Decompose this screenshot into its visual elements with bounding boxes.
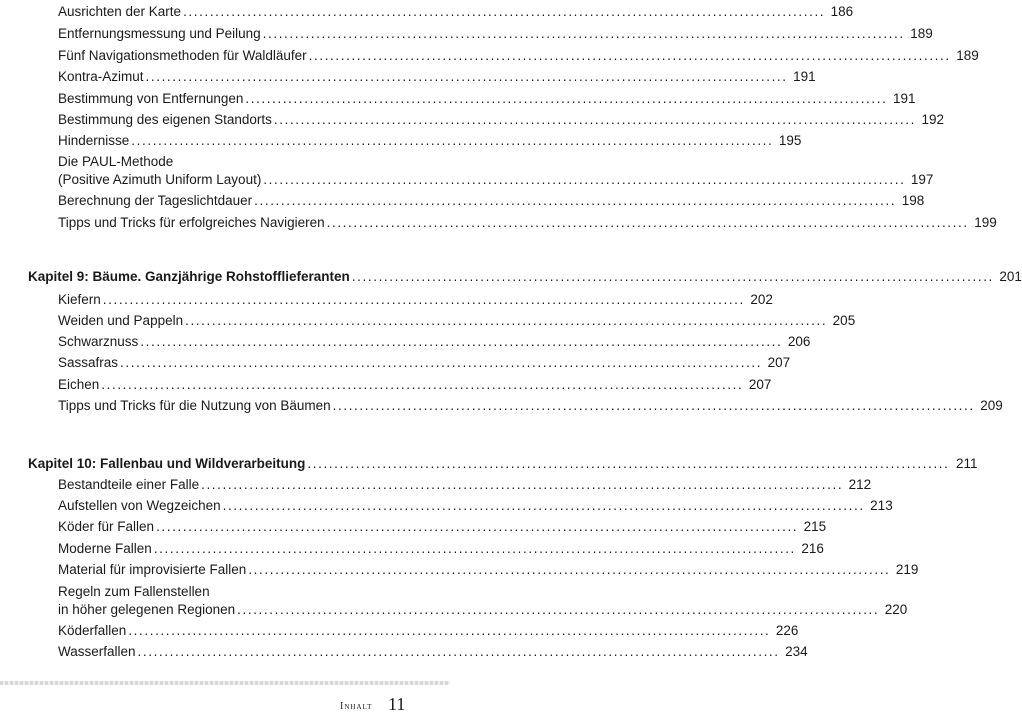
leader-dots: ........................................................................................................................: [145, 69, 788, 84]
toc-entry: [58, 69, 816, 85]
leader-dots: ........................................................................................................................: [262, 26, 905, 41]
leader-dots: ........................................................................................................................: [254, 193, 897, 208]
toc-entry-page: 220: [884, 602, 908, 617]
toc-entry: [58, 292, 773, 308]
footer-divider: [0, 681, 450, 685]
toc-entry-title-line1: Die PAUL-Methode: [58, 154, 174, 169]
toc-entry: [58, 498, 893, 514]
leader-dots: ........................................................................................................................: [153, 541, 796, 556]
leader-dots: ........................................................................................................................: [308, 48, 951, 63]
leader-dots: ........................................................................................................................: [307, 456, 950, 471]
toc-entry-title: Material für improvisierte Fallen: [58, 562, 247, 577]
toc-entry: [58, 398, 1003, 414]
toc-entry: [58, 541, 824, 557]
leader-dots: ........................................................................................................................: [263, 172, 906, 187]
toc-entry: [58, 215, 997, 231]
toc-entry-title: Kiefern: [58, 292, 101, 307]
leader-dots: ........................................................................................................................: [273, 112, 916, 127]
toc-entry-title: Eichen: [58, 377, 100, 392]
toc-entry-title: Kontra-Azimut: [58, 69, 144, 84]
toc-entry-page: 234: [785, 644, 808, 659]
toc-entry-page: 192: [921, 112, 944, 127]
toc-entry-page: 191: [793, 69, 816, 84]
toc-entry-page: 191: [892, 91, 916, 106]
toc-entry: [58, 91, 916, 107]
leader-dots: ........................................................................................................................: [137, 644, 780, 659]
toc-entry-page: 209: [980, 398, 1003, 413]
toc-entry-title: Moderne Fallen: [58, 541, 152, 556]
chapter-page: 211: [955, 456, 978, 471]
leader-dots: ........................................................................................................................: [128, 623, 771, 638]
toc-entry-page: 198: [901, 193, 925, 208]
toc-entry-page: 216: [801, 541, 824, 556]
toc-entry: [58, 477, 872, 493]
toc-entry-page: 189: [956, 48, 979, 63]
toc-entry-title: Bestimmung des eigenen Standorts: [58, 112, 272, 127]
leader-dots: ........................................................................................................................: [156, 519, 799, 534]
toc-entry-title: in höher gelegenen Regionen: [58, 602, 236, 617]
leader-dots: ........................................................................................................................: [332, 398, 975, 413]
toc-entry-title: Weiden und Pappeln: [58, 313, 184, 328]
toc-entry-title: Berechnung der Tageslichtdauer: [58, 193, 253, 208]
leader-dots: ........................................................................................................................: [120, 355, 763, 370]
toc-entry-title: Sassafras: [58, 355, 119, 370]
toc-entry-page: 207: [748, 377, 772, 392]
leader-dots: ........................................................................................................................: [351, 269, 994, 284]
toc-entry-title: Bestimmung von Entfernungen: [58, 91, 244, 106]
toc-entry: [58, 48, 979, 64]
toc-entry-title: Hindernisse: [58, 133, 130, 148]
leader-dots: ........................................................................................................................: [101, 377, 744, 392]
leader-dots: ........................................................................................................................: [131, 133, 774, 148]
toc-entry-title: Entfernungsmessung und Peilung: [58, 26, 261, 41]
toc-entry-title: Aufstellen von Wegzeichen: [58, 498, 221, 513]
toc-entry-title: Bestandteile einer Falle: [58, 477, 200, 492]
toc-entry: [58, 334, 811, 350]
leader-dots: ........................................................................................................................: [201, 477, 844, 492]
toc-entry-title: Fünf Navigationsmethoden für Waldläufer: [58, 48, 307, 63]
toc-entry: [58, 193, 925, 209]
toc-entry-page: 215: [803, 519, 827, 534]
toc-entry: [58, 313, 856, 329]
page-number: 11: [388, 694, 406, 714]
toc-entry-page: 189: [910, 26, 933, 41]
leader-dots: ........................................................................................................................: [237, 602, 880, 617]
toc-entry: [58, 154, 934, 188]
leader-dots: ........................................................................................................................: [326, 215, 969, 230]
chapter-title: Kapitel 9: Bäume. Ganzjährige Rohstofflieferanten: [28, 269, 350, 284]
toc-entry-title: Köder für Fallen: [58, 519, 155, 534]
toc-entry-page: 202: [750, 292, 773, 307]
toc-entry: [58, 26, 933, 42]
toc-entry-page: 197: [910, 172, 934, 187]
toc-entry: [58, 377, 772, 393]
toc-entry-title: Tipps und Tricks für die Nutzung von Bäumen: [58, 398, 331, 413]
toc-entry: [58, 623, 799, 639]
leader-dots: ........................................................................................................................: [248, 562, 891, 577]
toc-entry-title-line1: Regeln zum Fallenstellen: [58, 584, 210, 599]
toc-entry: [58, 644, 808, 660]
toc-entry-title: Wasserfallen: [58, 644, 136, 659]
leader-dots: ........................................................................................................................: [102, 292, 745, 307]
leader-dots: ........................................................................................................................: [245, 91, 888, 106]
toc-entry-page: 213: [870, 498, 893, 513]
toc-entry-page: 186: [830, 4, 854, 19]
toc-entry: [58, 4, 854, 20]
toc-entry: [58, 355, 791, 371]
toc-entry-title: Schwarznuss: [58, 334, 139, 349]
toc-entry: [58, 584, 908, 618]
toc-entry-page: 212: [848, 477, 872, 492]
toc-entry-title: Ausrichten der Karte: [58, 4, 182, 19]
leader-dots: ........................................................................................................................: [185, 313, 828, 328]
toc-entry-page: 226: [775, 623, 799, 638]
toc-entry-page: 195: [778, 133, 802, 148]
toc-entry: [58, 133, 802, 149]
leader-dots: ........................................................................................................................: [183, 4, 826, 19]
toc-entry: [58, 519, 827, 535]
toc-entry-page: 219: [895, 562, 919, 577]
toc-entry: [58, 112, 944, 128]
leader-dots: ........................................................................................................................: [140, 334, 783, 349]
toc-entry-page: 205: [832, 313, 856, 328]
toc-entry-page: 199: [974, 215, 997, 230]
toc-entry-title: Tipps und Tricks für erfolgreiches Navigieren: [58, 215, 325, 230]
toc-entry-title: Köderfallen: [58, 623, 127, 638]
toc-entry-title: (Positive Azimuth Uniform Layout): [58, 172, 262, 187]
toc-entry: [58, 562, 919, 578]
toc-entry-page: 206: [787, 334, 811, 349]
toc-entry-page: 207: [767, 355, 791, 370]
footer-section-label: Inhalt: [340, 701, 373, 712]
chapter-page: 201: [999, 269, 1022, 284]
leader-dots: ........................................................................................................................: [222, 498, 865, 513]
chapter-title: Kapitel 10: Fallenbau und Wildverarbeitung: [28, 456, 306, 471]
toc-chapter-heading: [28, 456, 978, 472]
toc-chapter-heading: [28, 269, 1022, 285]
